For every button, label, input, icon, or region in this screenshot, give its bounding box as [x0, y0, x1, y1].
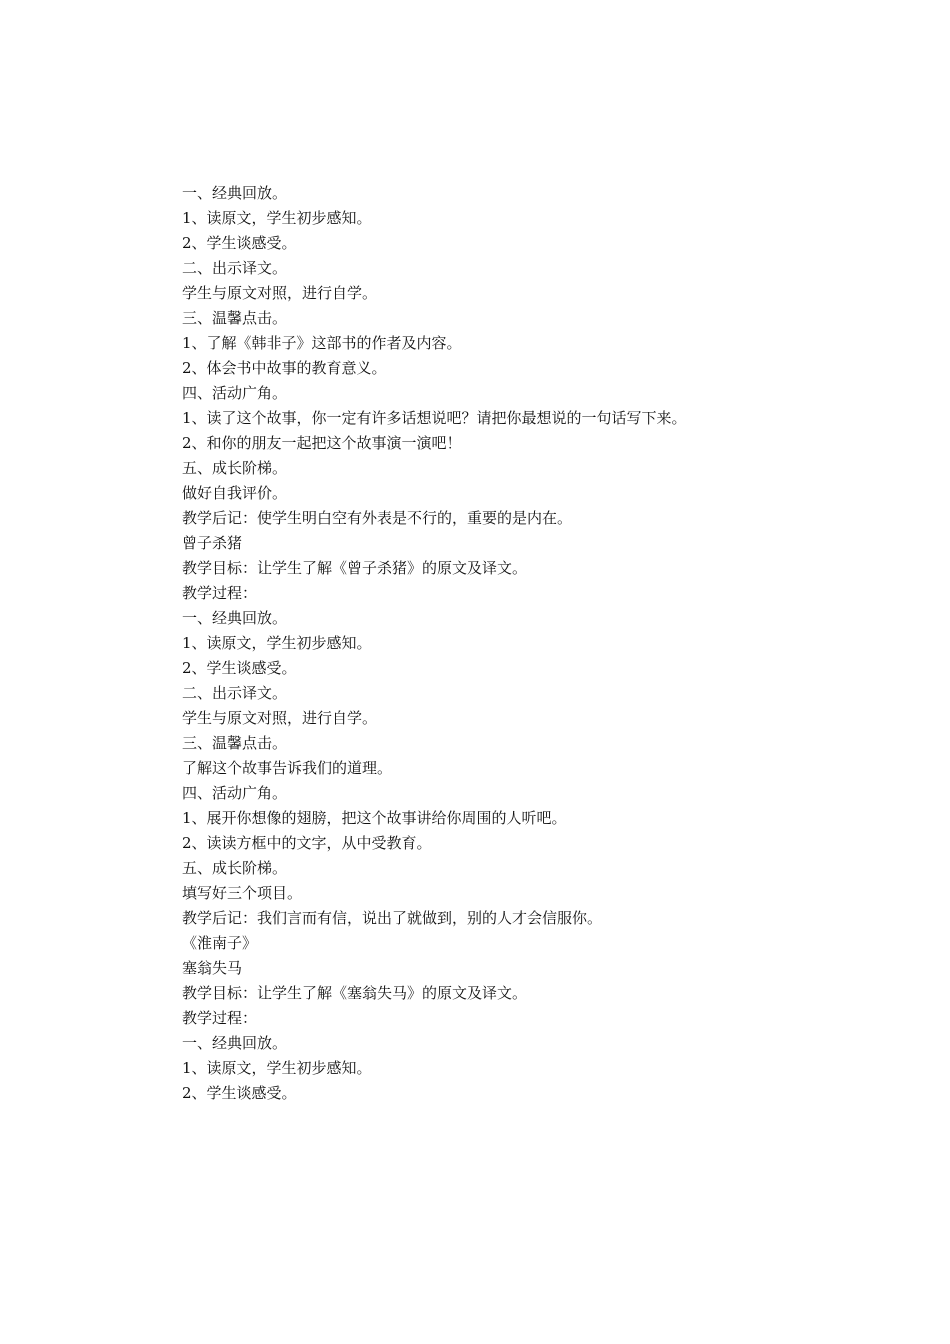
text-line: 1、读了这个故事，你一定有许多话想说吧？请把你最想说的一句话写下来。 — [182, 409, 687, 427]
text-line: 2、学生谈感受。 — [182, 659, 297, 677]
text-line: 1、读原文，学生初步感知。 — [182, 1059, 372, 1077]
text-line: 学生与原文对照，进行自学。 — [182, 284, 378, 302]
text-line: 三、温馨点击。 — [182, 309, 288, 327]
text-line: 塞翁失马 — [182, 959, 243, 977]
text-line: 2、体会书中故事的教育意义。 — [182, 359, 387, 377]
text-line: 2、和你的朋友一起把这个故事演一演吧！ — [182, 434, 462, 452]
text-line: 一、经典回放。 — [182, 1034, 288, 1052]
text-line: 1、读原文，学生初步感知。 — [182, 209, 372, 227]
text-line: 教学目标：让学生了解《塞翁失马》的原文及译文。 — [182, 984, 528, 1002]
text-line: 二、出示译文。 — [182, 259, 288, 277]
text-line: 教学目标：让学生了解《曾子杀猪》的原文及译文。 — [182, 559, 528, 577]
text-line: 五、成长阶梯。 — [182, 459, 288, 477]
text-line: 五、成长阶梯。 — [182, 859, 288, 877]
text-line: 教学后记：使学生明白空有外表是不行的，重要的是内在。 — [182, 509, 573, 527]
text-line: 1、读原文，学生初步感知。 — [182, 634, 372, 652]
text-line: 《淮南子》 — [182, 934, 258, 952]
text-line: 教学过程： — [182, 584, 258, 602]
text-line: 了解这个故事告诉我们的道理。 — [182, 759, 393, 777]
text-line: 1、展开你想像的翅膀，把这个故事讲给你周围的人听吧。 — [182, 809, 567, 827]
text-line: 2、学生谈感受。 — [182, 1084, 297, 1102]
text-line: 学生与原文对照，进行自学。 — [182, 709, 378, 727]
text-line: 二、出示译文。 — [182, 684, 288, 702]
text-line: 1、了解《韩非子》这部书的作者及内容。 — [182, 334, 462, 352]
text-line: 一、经典回放。 — [182, 609, 288, 627]
text-line: 三、温馨点击。 — [182, 734, 288, 752]
text-line: 一、经典回放。 — [182, 184, 288, 202]
text-line: 教学过程： — [182, 1009, 258, 1027]
text-line: 填写好三个项目。 — [182, 884, 303, 902]
text-line: 2、读读方框中的文字，从中受教育。 — [182, 834, 432, 852]
document-body — [182, 181, 822, 1106]
text-line: 2、学生谈感受。 — [182, 234, 297, 252]
text-line: 四、活动广角。 — [182, 784, 288, 802]
text-line: 教学后记：我们言而有信，说出了就做到，别的人才会信服你。 — [182, 909, 603, 927]
text-line: 四、活动广角。 — [182, 384, 288, 402]
text-line: 曾子杀猪 — [182, 534, 243, 552]
text-line: 做好自我评价。 — [182, 484, 288, 502]
